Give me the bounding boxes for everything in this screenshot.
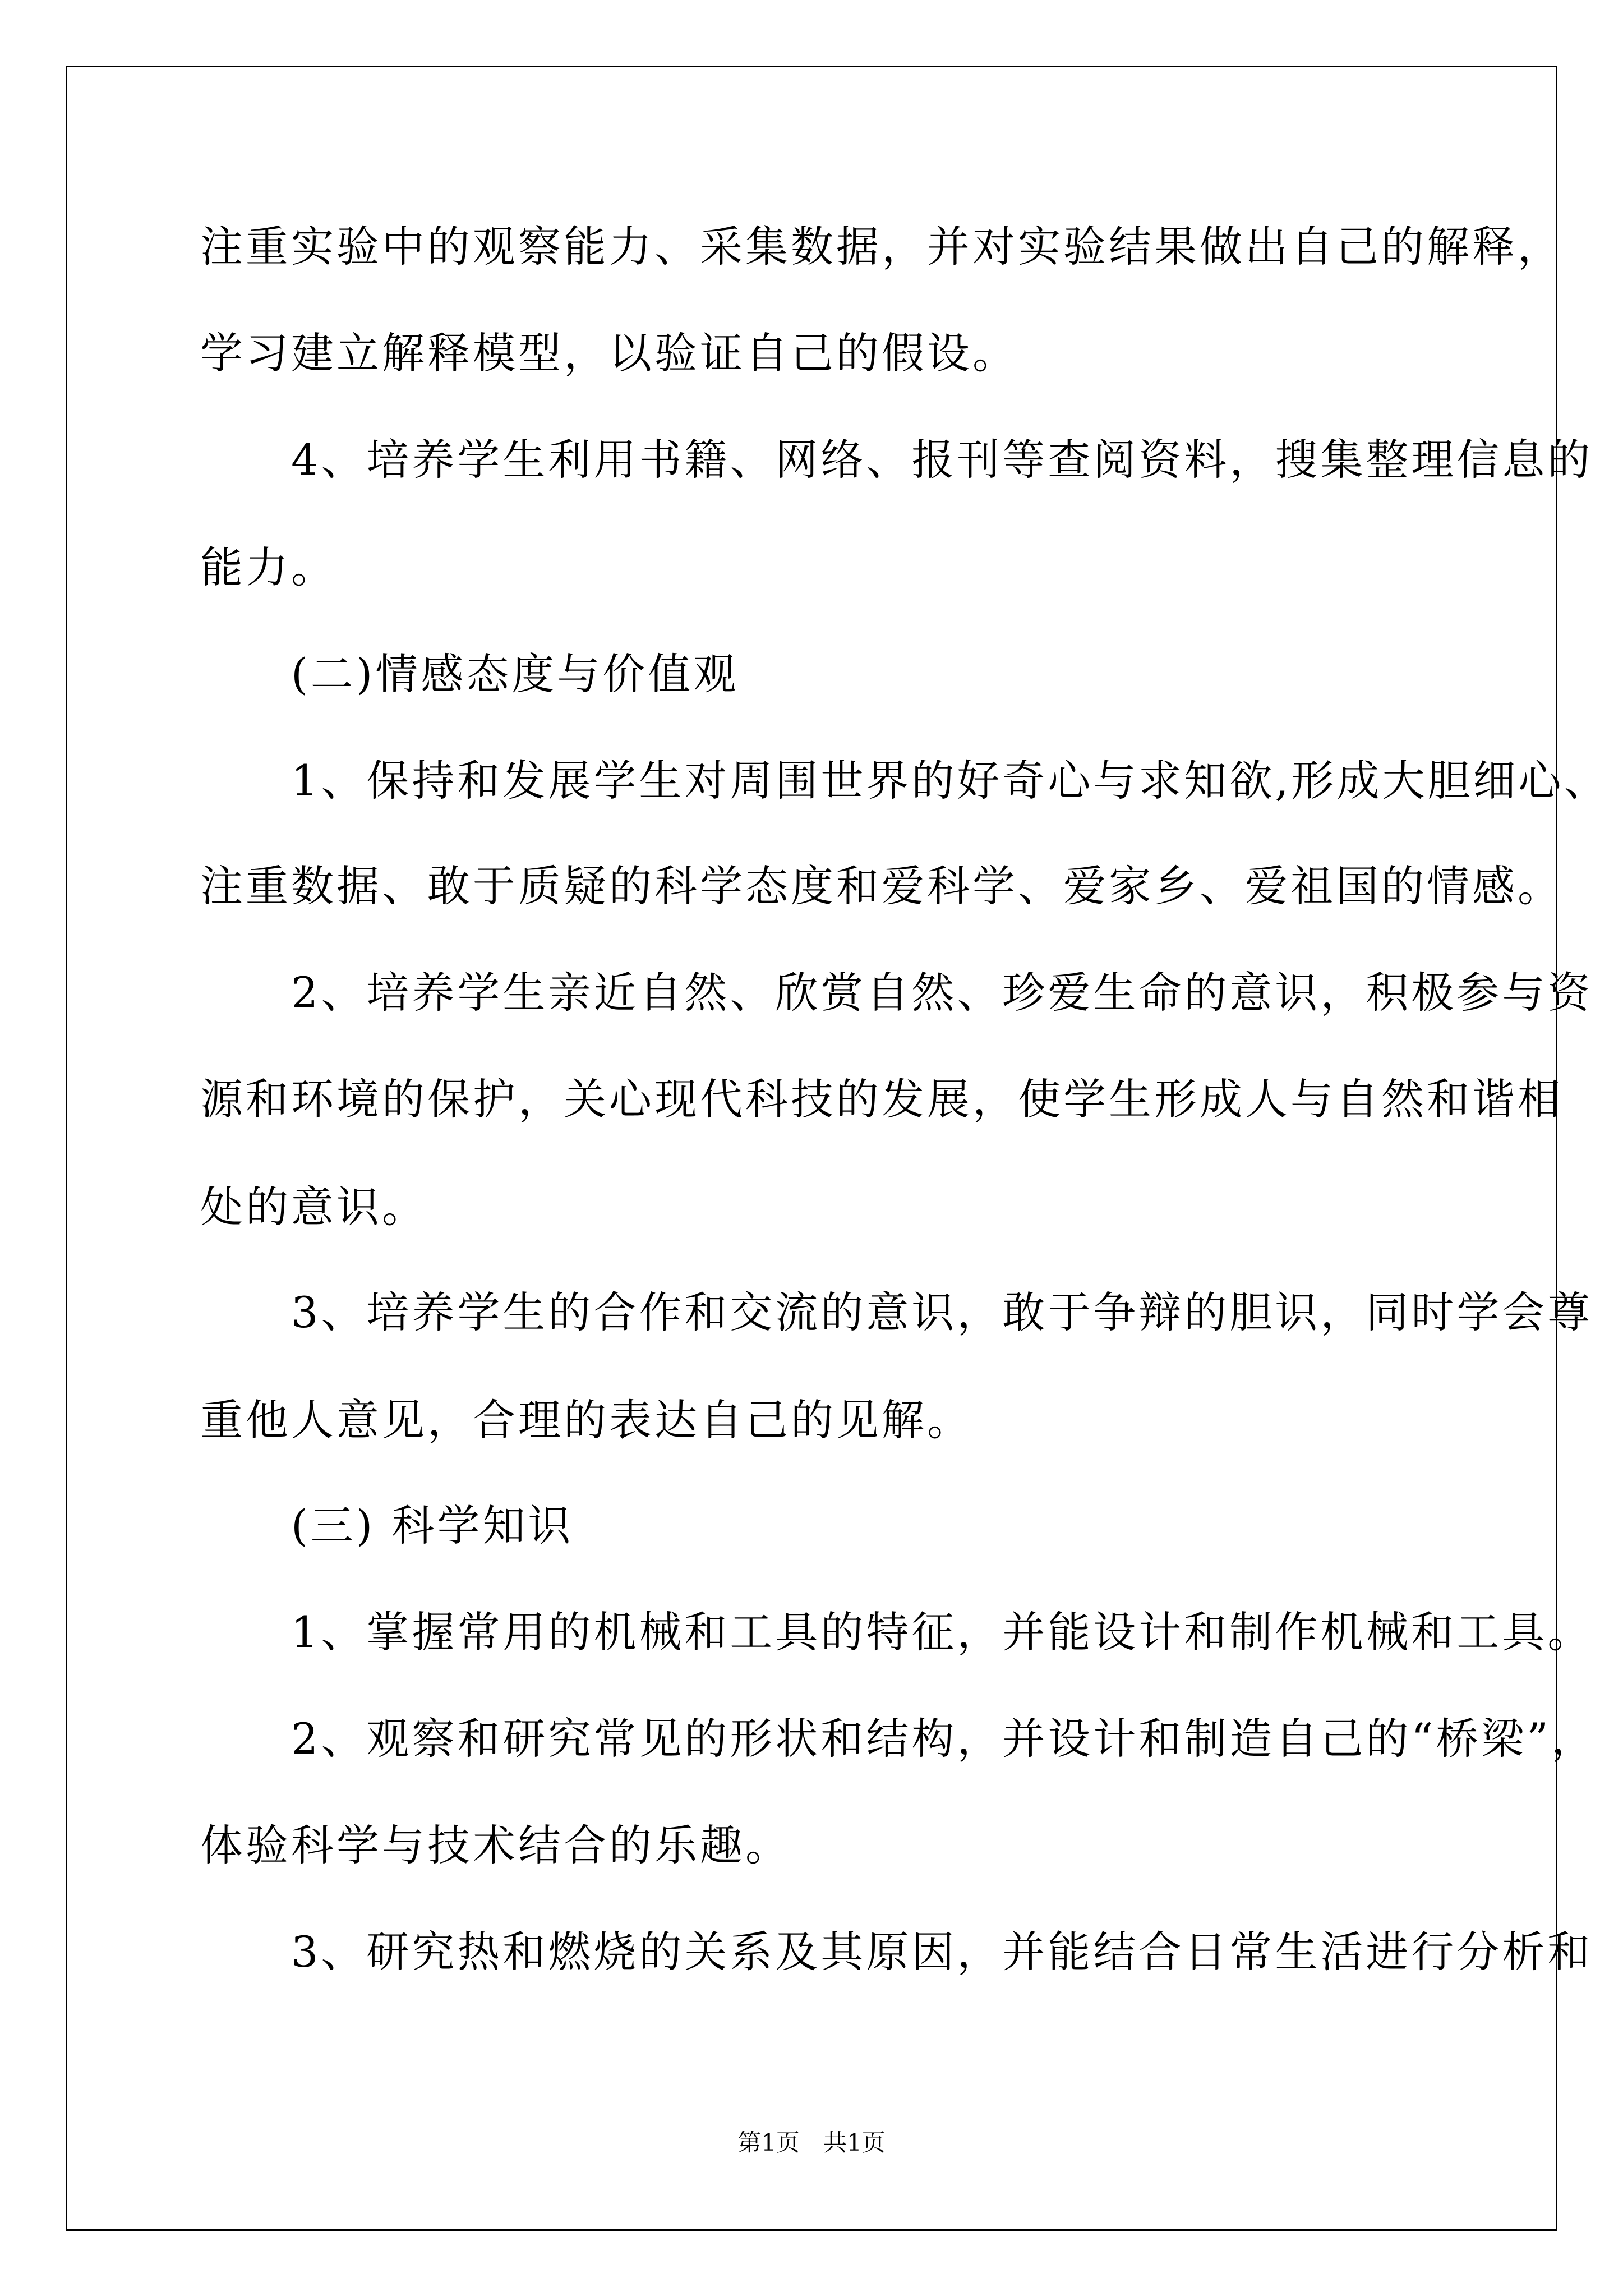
- text-line: 源和环境的保护，关心现代科技的发展，使学生形成人与自然和谐相: [200, 1074, 1563, 1124]
- section-heading: (三) 科学知识: [200, 1501, 574, 1550]
- page-border: [66, 66, 1557, 2231]
- text-line: 1、保持和发展学生对周围世界的好奇心与求知欲,形成大胆细心、: [200, 756, 1610, 806]
- text-line: 3、培养学生的合作和交流的意识，敢于争辩的胆识，同时学会尊: [200, 1287, 1593, 1337]
- text-line: 注重实验中的观察能力、采集数据，并对实验结果做出自己的解释，: [200, 222, 1563, 272]
- text-line: 2、观察和研究常见的形状和结构，并设计和制造自己的“桥梁”，: [200, 1714, 1597, 1764]
- text-line: 注重数据、敢于质疑的科学态度和爱科学、爱家乡、爱祖国的情感。: [200, 861, 1563, 911]
- text-line: 4、培养学生利用书籍、网络、报刊等查阅资料，搜集整理信息的: [200, 435, 1593, 485]
- section-heading: (二)情感态度与价值观: [200, 649, 739, 699]
- text-line: 1、掌握常用的机械和工具的特征，并能设计和制作机械和工具。: [200, 1607, 1593, 1657]
- page-number-footer: 第1页 共1页: [737, 2129, 886, 2156]
- text-line: 能力。: [200, 542, 336, 592]
- text-line: 重他人意见，合理的表达自己的见解。: [200, 1395, 972, 1445]
- text-line: 2、培养学生亲近自然、欣赏自然、珍爱生命的意识，积极参与资: [200, 968, 1593, 1018]
- text-line: 3、研究热和燃烧的关系及其原因，并能结合日常生活进行分析和: [200, 1927, 1593, 1977]
- text-line: 学习建立解释模型，以验证自己的假设。: [200, 328, 1018, 378]
- text-line: 处的意识。: [200, 1182, 427, 1232]
- text-line: 体验科学与技术结合的乐趣。: [200, 1820, 791, 1870]
